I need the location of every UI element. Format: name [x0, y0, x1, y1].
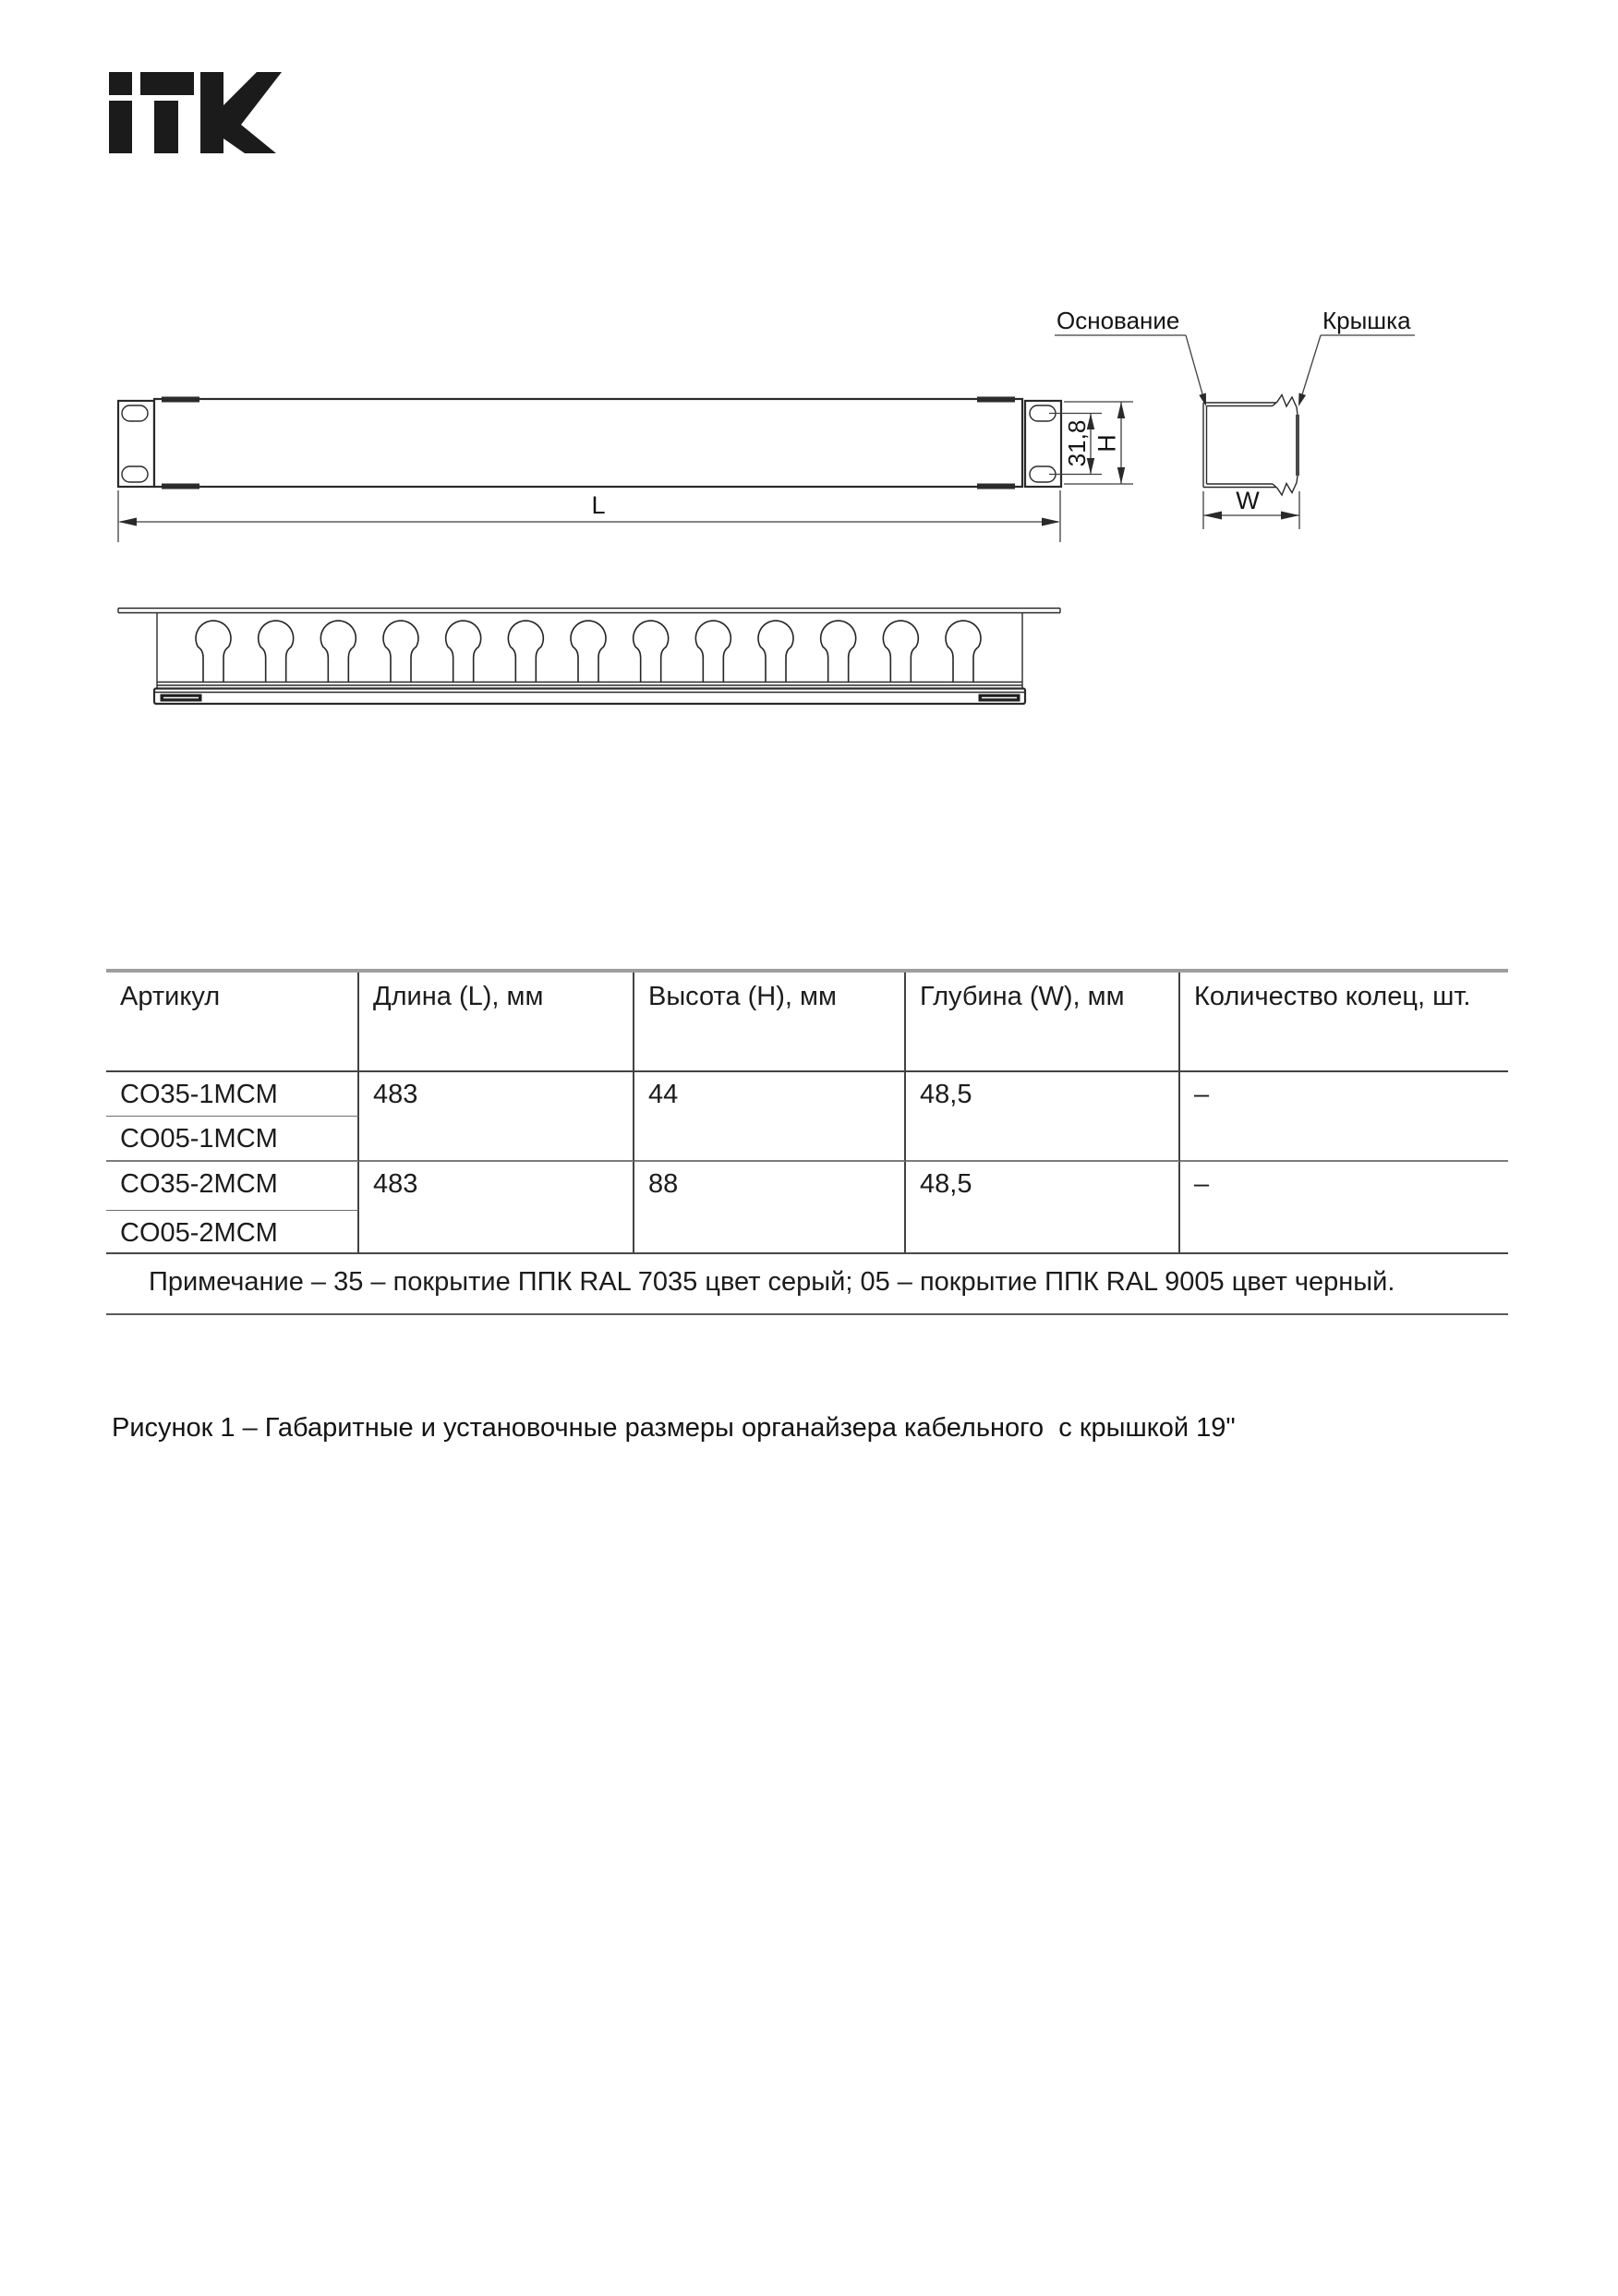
rear-view	[118, 609, 1060, 705]
callout-cover	[1298, 307, 1415, 406]
height-cell: 88	[634, 1162, 906, 1254]
cable-finger	[571, 621, 606, 683]
dimension-W	[1203, 487, 1299, 529]
latch-tab	[977, 484, 1015, 489]
cable-finger	[946, 621, 981, 683]
dim-H-label: H	[1093, 434, 1121, 453]
col-header-height: Высота (H), мм	[634, 973, 906, 1072]
itk-logo	[109, 72, 284, 153]
cable-finger	[821, 621, 856, 683]
cable-finger	[259, 621, 294, 683]
cover-label: Крышка	[1322, 307, 1411, 334]
latch-tab	[977, 397, 1015, 403]
figure-caption: Рисунок 1 – Габаритные и установочные размеры органайзера кабельного с крышкой 19"	[112, 1413, 1236, 1443]
rings-cell: –	[1180, 1162, 1508, 1254]
cover-clip-bottom	[1273, 476, 1298, 495]
table-note: Примечание – 35 – покрытие ППК RAL 7035 цвет серый; 05 – покрытие ППК RAL 9005 цвет черный.	[106, 1254, 1508, 1315]
length-cell: 483	[359, 1162, 634, 1254]
cable-finger	[758, 621, 793, 683]
front-view	[118, 397, 1061, 489]
dim-W-label: W	[1236, 487, 1260, 514]
col-header-length: Длина (L), мм	[359, 973, 634, 1072]
side-section	[1203, 395, 1298, 496]
dimension-L	[118, 490, 1060, 542]
cable-finger	[446, 621, 481, 683]
col-header-article: Артикул	[106, 973, 359, 1072]
col-header-depth: Глубина (W), мм	[906, 973, 1180, 1072]
spec-table	[106, 969, 1508, 1315]
length-cell: 483	[359, 1072, 634, 1162]
callout-base	[1055, 307, 1206, 406]
article-cell: CO35-1MCM	[106, 1072, 359, 1117]
latch-tab	[162, 484, 199, 489]
cable-finger	[508, 621, 543, 683]
base-label: Основание	[1057, 307, 1180, 334]
article-cell: CO05-1MCM	[106, 1117, 359, 1162]
latch-tab	[162, 397, 199, 403]
rings-cell: –	[1180, 1072, 1508, 1162]
depth-cell: 48,5	[906, 1072, 1180, 1162]
height-cell: 44	[634, 1072, 906, 1162]
article-cell: CO35-2MCM	[106, 1162, 359, 1211]
cable-finger	[196, 621, 231, 683]
article-cell: CO05-2MCM	[106, 1211, 359, 1254]
cable-finger	[320, 621, 356, 683]
cable-finger	[634, 621, 669, 683]
cable-finger	[383, 621, 418, 683]
cover-clip-top	[1273, 395, 1298, 416]
cable-finger	[695, 621, 731, 683]
col-header-rings: Количество колец, шт.	[1180, 973, 1508, 1072]
technical-drawing	[0, 277, 1618, 739]
cable-fingers	[196, 621, 981, 683]
cable-finger	[883, 621, 918, 683]
depth-cell: 48,5	[906, 1162, 1180, 1254]
dim-L-label: L	[591, 491, 606, 519]
dim-31-8-label: 31,8	[1063, 419, 1092, 467]
